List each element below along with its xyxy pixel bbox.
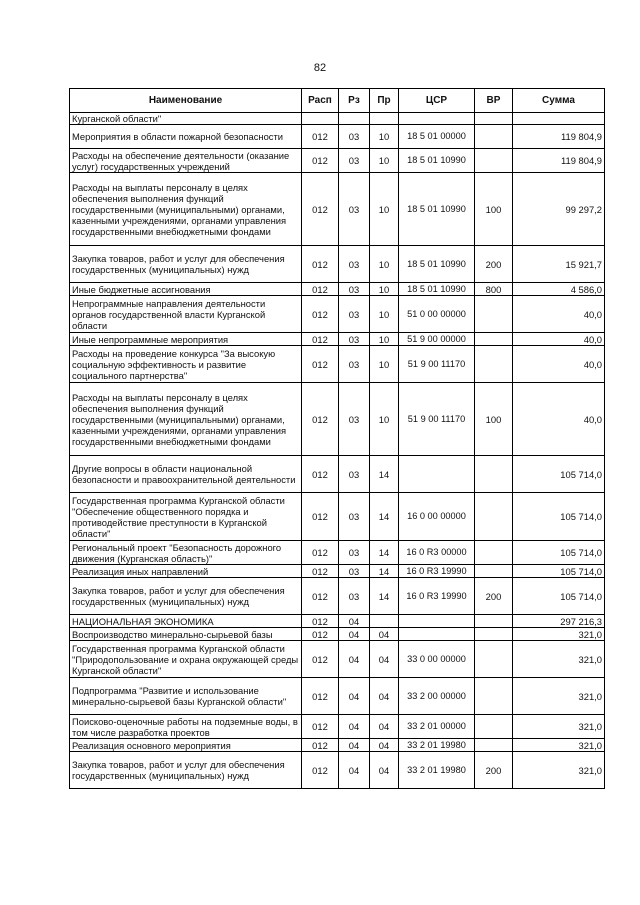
cell-sum: 40,0 (513, 346, 605, 383)
cell-sum: 321,0 (513, 752, 605, 789)
cell-csr: 51 9 00 11170 (399, 346, 475, 383)
cell-rz: 04 (339, 678, 370, 715)
cell-sum: 40,0 (513, 296, 605, 333)
table-row (70, 125, 605, 149)
cell-csr: 16 0 R3 00000 (399, 541, 475, 565)
table-row (70, 283, 605, 296)
cell-rz: 03 (339, 541, 370, 565)
cell-vr (475, 565, 513, 578)
cell-pr: 10 (370, 333, 399, 346)
cell-pr: 10 (370, 173, 399, 246)
cell-vr: 200 (475, 578, 513, 615)
cell-csr: 16 0 R3 19990 (399, 578, 475, 615)
cell-csr: 18 5 01 00000 (399, 125, 475, 149)
cell-pr: 14 (370, 493, 399, 541)
table-row (70, 493, 605, 541)
table-header-row (70, 89, 605, 113)
table-body (70, 113, 605, 789)
cell-vr (475, 125, 513, 149)
table-row (70, 628, 605, 641)
cell-rz: 03 (339, 346, 370, 383)
cell-csr: 18 5 01 10990 (399, 246, 475, 283)
cell-name: НАЦИОНАЛЬНАЯ ЭКОНОМИКА (70, 615, 302, 628)
cell-rasp: 012 (302, 333, 339, 346)
cell-sum: 105 714,0 (513, 565, 605, 578)
cell-name: Реализация иных направлений (70, 565, 302, 578)
cell-rz: 03 (339, 283, 370, 296)
cell-pr: 14 (370, 565, 399, 578)
table-row (70, 383, 605, 456)
cell-csr: 33 2 01 19980 (399, 752, 475, 789)
cell-pr: 04 (370, 739, 399, 752)
cell-vr (475, 615, 513, 628)
cell-rz (339, 113, 370, 125)
cell-rasp: 012 (302, 641, 339, 678)
table-row (70, 739, 605, 752)
cell-pr: 10 (370, 283, 399, 296)
cell-rz: 04 (339, 628, 370, 641)
cell-name: Иные непрограммные мероприятия (70, 333, 302, 346)
header-sum: Сумма (513, 89, 605, 113)
cell-csr: 33 2 01 00000 (399, 715, 475, 739)
table-row (70, 333, 605, 346)
cell-sum: 321,0 (513, 628, 605, 641)
table-row (70, 678, 605, 715)
cell-rz: 03 (339, 456, 370, 493)
cell-vr (475, 346, 513, 383)
cell-name: Региональный проект "Безопасность дорожного движения (Курганская область)" (70, 541, 302, 565)
cell-name: Воспроизводство минерально-сырьевой базы (70, 628, 302, 641)
cell-rasp (302, 113, 339, 125)
cell-rasp: 012 (302, 615, 339, 628)
cell-name: Расходы на обеспечение деятельности (оказание услуг) государственных учреждений (70, 149, 302, 173)
cell-pr: 10 (370, 246, 399, 283)
budget-table (69, 88, 605, 789)
cell-sum: 105 714,0 (513, 456, 605, 493)
cell-name: Государственная программа Курганской области "Природопользование и охрана окружающей среды Курганской области" (70, 641, 302, 678)
cell-rasp: 012 (302, 346, 339, 383)
table-row (70, 246, 605, 283)
cell-vr (475, 333, 513, 346)
cell-name: Подпрограмма "Развитие и использование минерально-сырьевой базы Курганской области" (70, 678, 302, 715)
cell-pr: 10 (370, 296, 399, 333)
header-vr: ВР (475, 89, 513, 113)
cell-csr: 16 0 00 00000 (399, 493, 475, 541)
cell-rasp: 012 (302, 173, 339, 246)
table-row (70, 346, 605, 383)
cell-pr: 14 (370, 541, 399, 565)
cell-rasp: 012 (302, 456, 339, 493)
cell-csr: 16 0 R3 19990 (399, 565, 475, 578)
page-number: 82 (313, 62, 327, 74)
cell-vr (475, 113, 513, 125)
cell-csr: 18 5 01 10990 (399, 173, 475, 246)
cell-rasp: 012 (302, 715, 339, 739)
cell-rz: 04 (339, 739, 370, 752)
cell-vr (475, 641, 513, 678)
cell-csr (399, 615, 475, 628)
cell-pr: 10 (370, 346, 399, 383)
cell-sum: 40,0 (513, 333, 605, 346)
cell-vr: 200 (475, 246, 513, 283)
cell-pr (370, 113, 399, 125)
cell-name: Непрограммные направления деятельности органов государственной власти Курганской области (70, 296, 302, 333)
table-row (70, 641, 605, 678)
cell-pr: 04 (370, 715, 399, 739)
cell-sum: 321,0 (513, 715, 605, 739)
cell-sum: 15 921,7 (513, 246, 605, 283)
cell-rz: 04 (339, 641, 370, 678)
table-row (70, 578, 605, 615)
cell-vr (475, 493, 513, 541)
cell-rasp: 012 (302, 565, 339, 578)
cell-vr (475, 456, 513, 493)
cell-sum: 105 714,0 (513, 578, 605, 615)
cell-rasp: 012 (302, 739, 339, 752)
cell-pr: 04 (370, 628, 399, 641)
cell-name: Мероприятия в области пожарной безопасности (70, 125, 302, 149)
cell-rasp: 012 (302, 493, 339, 541)
cell-pr: 10 (370, 149, 399, 173)
cell-name: Закупка товаров, работ и услуг для обеспечения государственных (муниципальных) нужд (70, 246, 302, 283)
cell-pr (370, 615, 399, 628)
cell-name: Расходы на выплаты персоналу в целях обеспечения выполнения функций государственными (муниципальными) органами, казенными учреждениями, органами управления государственными внебюджетными фондами (70, 383, 302, 456)
cell-rasp: 012 (302, 296, 339, 333)
cell-rz: 03 (339, 149, 370, 173)
cell-csr: 51 0 00 00000 (399, 296, 475, 333)
cell-csr: 33 2 00 00000 (399, 678, 475, 715)
cell-sum: 297 216,3 (513, 615, 605, 628)
header-name: Наименование (70, 89, 302, 113)
table-row (70, 113, 605, 125)
cell-name: Иные бюджетные ассигнования (70, 283, 302, 296)
cell-rasp: 012 (302, 283, 339, 296)
cell-sum: 105 714,0 (513, 493, 605, 541)
table-row (70, 752, 605, 789)
cell-vr (475, 628, 513, 641)
cell-name: Закупка товаров, работ и услуг для обеспечения государственных (муниципальных) нужд (70, 578, 302, 615)
cell-name: Закупка товаров, работ и услуг для обеспечения государственных (муниципальных) нужд (70, 752, 302, 789)
cell-rasp: 012 (302, 752, 339, 789)
cell-name: Реализация основного мероприятия (70, 739, 302, 752)
cell-csr (399, 456, 475, 493)
cell-rasp: 012 (302, 125, 339, 149)
table-row (70, 565, 605, 578)
cell-csr: 51 9 00 11170 (399, 383, 475, 456)
cell-rz: 04 (339, 752, 370, 789)
cell-csr: 18 5 01 10990 (399, 283, 475, 296)
table-row (70, 541, 605, 565)
cell-name: Курганской области" (70, 113, 302, 125)
cell-csr: 33 2 01 19980 (399, 739, 475, 752)
table-row (70, 296, 605, 333)
cell-csr (399, 113, 475, 125)
cell-sum: 105 714,0 (513, 541, 605, 565)
cell-sum: 119 804,9 (513, 149, 605, 173)
cell-rz: 03 (339, 296, 370, 333)
cell-csr (399, 628, 475, 641)
cell-name: Расходы на проведение конкурса "За высокую социальную эффективность и развитие социального партнерства" (70, 346, 302, 383)
cell-rasp: 012 (302, 149, 339, 173)
cell-name: Государственная программа Курганской области "Обеспечение общественного порядка и противодействие преступности в Курганской области" (70, 493, 302, 541)
cell-sum: 4 586,0 (513, 283, 605, 296)
cell-name: Другие вопросы в области национальной безопасности и правоохранительной деятельности (70, 456, 302, 493)
header-pr: Пр (370, 89, 399, 113)
cell-rasp: 012 (302, 541, 339, 565)
cell-vr: 800 (475, 283, 513, 296)
table-row (70, 173, 605, 246)
cell-sum: 321,0 (513, 739, 605, 752)
header-rz: Рз (339, 89, 370, 113)
cell-rz: 03 (339, 125, 370, 149)
cell-name: Поисково-оценочные работы на подземные воды, в том числе разработка проектов (70, 715, 302, 739)
cell-rz: 03 (339, 383, 370, 456)
table-row (70, 615, 605, 628)
cell-vr (475, 715, 513, 739)
cell-vr: 100 (475, 173, 513, 246)
cell-vr: 200 (475, 752, 513, 789)
header-csr: ЦСР (399, 89, 475, 113)
cell-rasp: 012 (302, 628, 339, 641)
cell-name: Расходы на выплаты персоналу в целях обеспечения выполнения функций государственными (муниципальными) органами, казенными учреждениями, органами управления государственными внебюджетными фондами (70, 173, 302, 246)
cell-rasp: 012 (302, 383, 339, 456)
cell-rz: 04 (339, 715, 370, 739)
cell-pr: 14 (370, 456, 399, 493)
cell-rz: 03 (339, 493, 370, 541)
cell-rz: 03 (339, 246, 370, 283)
header-rasp: Расп (302, 89, 339, 113)
cell-rz: 03 (339, 565, 370, 578)
cell-sum: 321,0 (513, 641, 605, 678)
cell-pr: 04 (370, 678, 399, 715)
cell-rz: 03 (339, 578, 370, 615)
cell-pr: 04 (370, 752, 399, 789)
cell-csr: 51 9 00 00000 (399, 333, 475, 346)
table-row (70, 715, 605, 739)
cell-csr: 33 0 00 00000 (399, 641, 475, 678)
cell-csr: 18 5 01 10990 (399, 149, 475, 173)
cell-sum: 99 297,2 (513, 173, 605, 246)
cell-pr: 14 (370, 578, 399, 615)
cell-pr: 10 (370, 125, 399, 149)
cell-rz: 04 (339, 615, 370, 628)
cell-vr (475, 296, 513, 333)
cell-pr: 10 (370, 383, 399, 456)
cell-sum: 321,0 (513, 678, 605, 715)
cell-rasp: 012 (302, 678, 339, 715)
cell-vr (475, 541, 513, 565)
cell-rz: 03 (339, 173, 370, 246)
cell-sum: 40,0 (513, 383, 605, 456)
cell-vr: 100 (475, 383, 513, 456)
cell-sum (513, 113, 605, 125)
cell-pr: 04 (370, 641, 399, 678)
table-row (70, 456, 605, 493)
cell-sum: 119 804,9 (513, 125, 605, 149)
cell-rz: 03 (339, 333, 370, 346)
table-row (70, 149, 605, 173)
cell-rasp: 012 (302, 246, 339, 283)
cell-vr (475, 149, 513, 173)
cell-vr (475, 678, 513, 715)
cell-vr (475, 739, 513, 752)
cell-rasp: 012 (302, 578, 339, 615)
